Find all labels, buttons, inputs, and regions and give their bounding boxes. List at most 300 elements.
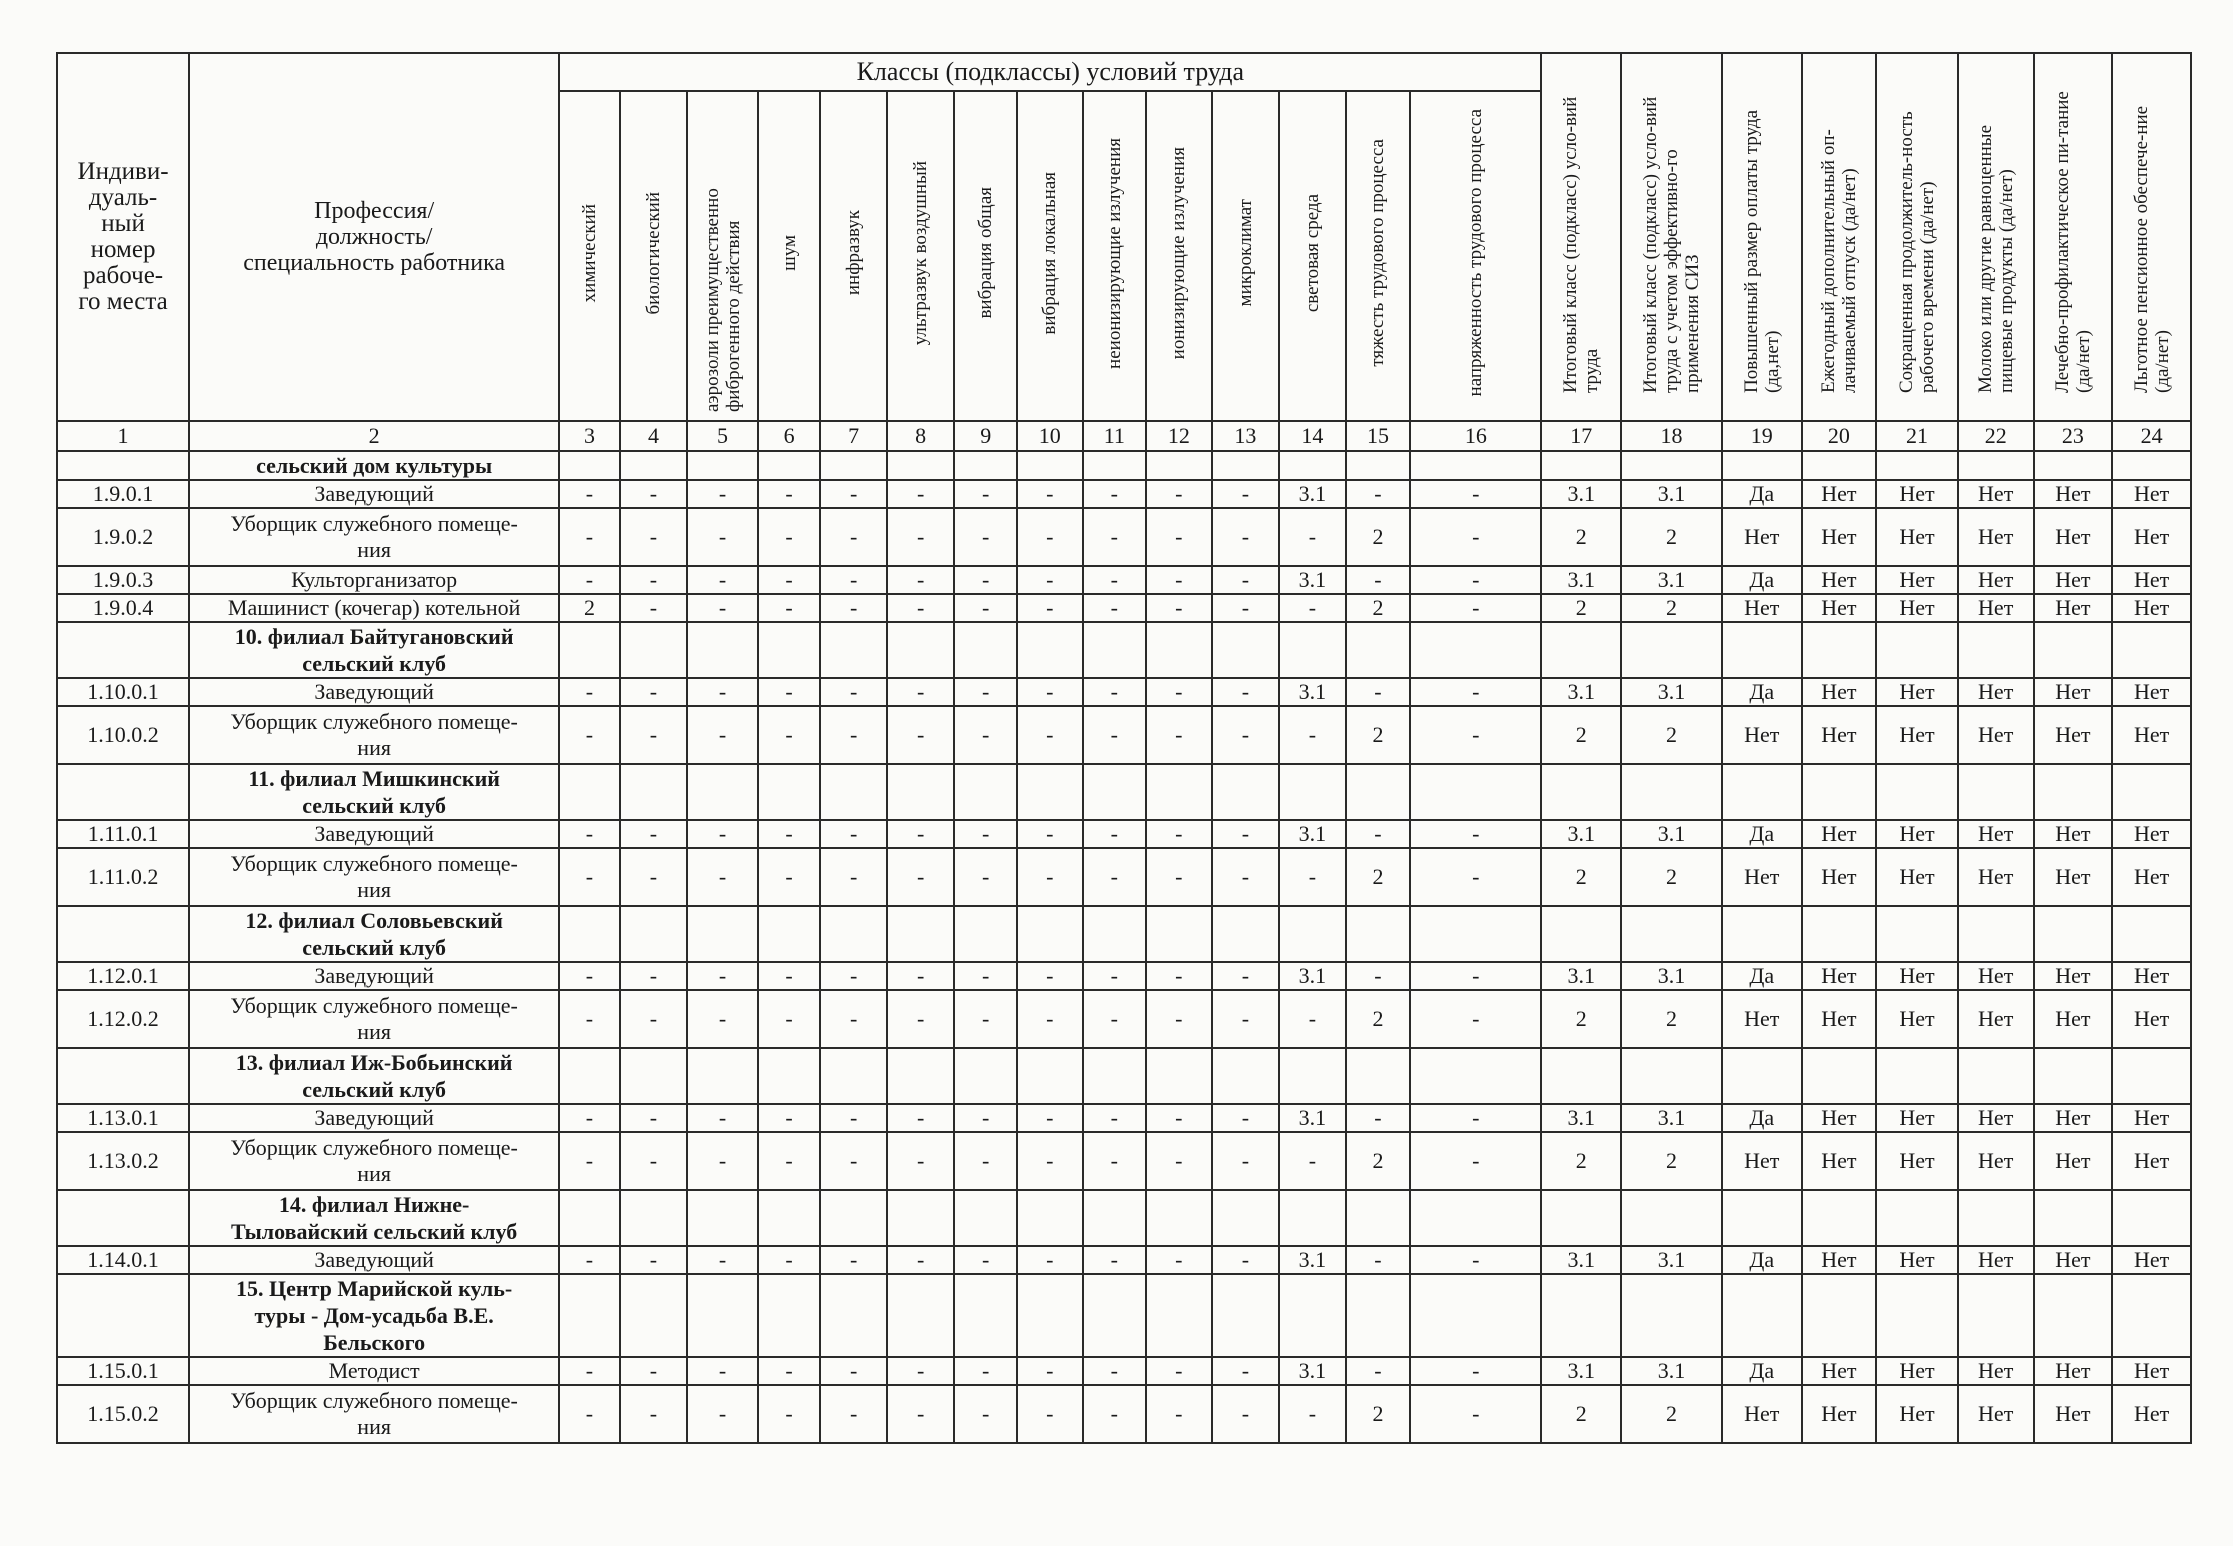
value-cell: - [620,678,688,706]
value-cell: Нет [1876,508,1958,566]
value-cell: Нет [1802,1104,1877,1132]
empty-cell [2112,1048,2191,1104]
value-cell: - [559,1246,620,1274]
value-cell: - [1017,706,1083,764]
empty-cell [954,1274,1017,1357]
empty-cell [1146,1048,1212,1104]
value-cell: - [1083,1385,1147,1443]
empty-cell [1722,906,1802,962]
empty-cell [2112,1274,2191,1357]
empty-cell [1802,1190,1877,1246]
value-cell: - [620,706,688,764]
workplace-id: 1.10.0.1 [57,678,189,706]
value-cell: - [887,962,955,990]
profession-cell: Заведующий [189,480,559,508]
value-cell: - [820,848,887,906]
value-cell: 3.1 [1621,480,1722,508]
empty-cell [1017,764,1083,820]
table-row [57,1132,2191,1190]
column-number: 19 [1722,421,1802,451]
column-number: 17 [1541,421,1621,451]
value-cell: - [1279,990,1346,1048]
empty-cell [1541,764,1621,820]
value-cell: - [1410,962,1541,990]
empty-cell [820,764,887,820]
value-cell: - [758,990,821,1048]
empty-cell [1621,1274,1722,1357]
value-cell: Да [1722,962,1802,990]
profession-cell: Заведующий [189,678,559,706]
value-cell: - [954,678,1017,706]
empty-cell [687,1048,758,1104]
classes-group-header: Классы (подклассы) условий труда [559,53,1541,91]
value-cell: - [1083,678,1147,706]
value-cell: - [620,1246,688,1274]
value-cell: Нет [1802,1246,1877,1274]
empty-cell [1212,1190,1280,1246]
empty-cell [758,451,821,480]
value-cell: 2 [1621,706,1722,764]
empty-cell [1212,764,1280,820]
value-cell: - [887,1132,955,1190]
profession-cell: Культорганизатор [189,566,559,594]
value-cell: - [820,1357,887,1385]
factor-header-nonionizing: неионизирующие излучения [1083,91,1147,421]
section-title: 10. филиал Байтугановский сельский клуб [189,622,559,678]
value-cell: - [758,594,821,622]
value-cell: Нет [1958,1246,2034,1274]
empty-cell [1802,1048,1877,1104]
section-row [57,764,2191,820]
value-cell: - [687,1357,758,1385]
value-cell: Нет [2034,1246,2113,1274]
value-cell: - [887,848,955,906]
empty-cell [1212,451,1280,480]
table-row [57,678,2191,706]
value-cell: Нет [1722,1385,1802,1443]
column-number: 6 [758,421,821,451]
profession-cell: Уборщик служебного помеще- ния [189,1385,559,1443]
value-cell: - [1279,508,1346,566]
result-col-23: Лечебно-профилактическое пи-тание (да/нет) [2034,53,2113,421]
value-cell: - [820,990,887,1048]
value-cell: - [1410,1104,1541,1132]
section-title: 14. филиал Нижне- Тыловайский сельский клуб [189,1190,559,1246]
empty-cell [1876,1274,1958,1357]
value-cell: Нет [2112,706,2191,764]
value-cell: 3.1 [1541,480,1621,508]
empty-cell [2112,451,2191,480]
value-cell: Нет [2034,848,2113,906]
empty-cell [2112,1190,2191,1246]
value-cell: - [1410,566,1541,594]
value-cell: - [620,1357,688,1385]
column-number: 13 [1212,421,1280,451]
value-cell: - [758,820,821,848]
value-cell: Нет [2034,566,2113,594]
value-cell: Нет [2112,508,2191,566]
value-cell: - [758,1132,821,1190]
column-number: 18 [1621,421,1722,451]
value-cell: - [758,1385,821,1443]
column-number: 12 [1146,421,1212,451]
value-cell: - [1146,594,1212,622]
empty-cell [758,1048,821,1104]
empty-cell [1876,906,1958,962]
value-cell: Нет [1876,1246,1958,1274]
value-cell: - [887,1385,955,1443]
column-number: 11 [1083,421,1147,451]
empty-cell [1279,1048,1346,1104]
value-cell: Нет [1722,1132,1802,1190]
value-cell: Нет [2112,678,2191,706]
value-cell: 3.1 [1541,566,1621,594]
value-cell: - [1410,678,1541,706]
empty-cell [820,1274,887,1357]
value-cell: Нет [1958,1132,2034,1190]
empty-cell [1410,1190,1541,1246]
value-cell: - [559,1385,620,1443]
empty-cell [954,1190,1017,1246]
value-cell: 3.1 [1621,820,1722,848]
section-row [57,1274,2191,1357]
value-cell: Нет [1802,566,1877,594]
value-cell: 3.1 [1279,480,1346,508]
value-cell: Нет [1876,480,1958,508]
factor-header-light: световая среда [1279,91,1346,421]
empty-cell [1802,906,1877,962]
section-row [57,451,2191,480]
value-cell: - [559,706,620,764]
empty-cell [1083,906,1147,962]
value-cell: 3.1 [1541,1246,1621,1274]
empty-cell [1346,1048,1411,1104]
value-cell: Нет [1802,594,1877,622]
column-number: 15 [1346,421,1411,451]
value-cell: Нет [2112,1357,2191,1385]
empty-cell [2034,622,2113,678]
value-cell: 3.1 [1541,678,1621,706]
value-cell: - [954,1104,1017,1132]
profession-cell: Методист [189,1357,559,1385]
section-title: 12. филиал Соловьевский сельский клуб [189,906,559,962]
empty-cell [1083,622,1147,678]
value-cell: - [954,962,1017,990]
value-cell: Да [1722,678,1802,706]
value-cell: - [559,678,620,706]
value-cell: - [758,1104,821,1132]
empty-cell [954,1048,1017,1104]
factor-header-heaviness: тяжесть трудового процесса [1346,91,1411,421]
table-row [57,1385,2191,1443]
column-number-row [57,421,2191,451]
empty-cell [1876,1048,1958,1104]
value-cell: - [820,1385,887,1443]
table-body [57,421,2191,1443]
empty-cell [1146,906,1212,962]
value-cell: - [687,1385,758,1443]
empty-cell [1346,1190,1411,1246]
value-cell: 3.1 [1279,566,1346,594]
result-col-22: Молоко или другие равноценные пищевые продукты (да/нет) [1958,53,2034,421]
empty-cell [57,764,189,820]
profession-cell: Машинист (кочегар) котельной [189,594,559,622]
empty-cell [1621,1048,1722,1104]
value-cell: - [758,1357,821,1385]
table-row [57,566,2191,594]
column-number: 22 [1958,421,2034,451]
value-cell: - [887,1357,955,1385]
empty-cell [57,1048,189,1104]
value-cell: - [1146,848,1212,906]
empty-cell [687,451,758,480]
column-number: 8 [887,421,955,451]
empty-cell [2034,1274,2113,1357]
empty-cell [1621,1190,1722,1246]
workplace-id: 1.11.0.2 [57,848,189,906]
value-cell: - [1410,480,1541,508]
value-cell: 2 [1541,508,1621,566]
value-cell: Нет [1722,848,1802,906]
value-cell: - [1212,990,1280,1048]
value-cell: Нет [2034,1104,2113,1132]
empty-cell [2034,451,2113,480]
value-cell: Нет [1958,678,2034,706]
value-cell: - [687,1104,758,1132]
value-cell: - [1212,1385,1280,1443]
value-cell: - [1017,962,1083,990]
value-cell: - [954,820,1017,848]
empty-cell [1279,451,1346,480]
empty-cell [820,1190,887,1246]
value-cell: Нет [2034,1357,2113,1385]
empty-cell [57,451,189,480]
value-cell: 3.1 [1621,962,1722,990]
profession-cell: Заведующий [189,1246,559,1274]
value-cell: Нет [1876,1104,1958,1132]
empty-cell [2034,1048,2113,1104]
profession-column-header: Профессия/ должность/ специальность работника [189,53,559,421]
value-cell: Нет [2034,594,2113,622]
factor-header-biological: биологический [620,91,688,421]
value-cell: Нет [2112,566,2191,594]
empty-cell [1541,622,1621,678]
empty-cell [758,622,821,678]
value-cell: - [954,848,1017,906]
value-cell: - [1017,848,1083,906]
column-number: 4 [620,421,688,451]
empty-cell [1279,622,1346,678]
value-cell: - [1146,1246,1212,1274]
value-cell: - [1279,1385,1346,1443]
value-cell: - [1212,566,1280,594]
workplace-id: 1.15.0.2 [57,1385,189,1443]
working-conditions-table [56,52,2192,1444]
value-cell: - [1146,962,1212,990]
value-cell: - [820,1132,887,1190]
value-cell: - [1410,990,1541,1048]
value-cell: - [1083,848,1147,906]
value-cell: - [559,566,620,594]
value-cell: - [559,990,620,1048]
empty-cell [1346,906,1411,962]
value-cell: - [820,678,887,706]
workplace-id: 1.9.0.4 [57,594,189,622]
section-title: сельский дом культуры [189,451,559,480]
value-cell: 2 [1346,508,1411,566]
value-cell: - [1212,1246,1280,1274]
workplace-id: 1.12.0.2 [57,990,189,1048]
value-cell: Да [1722,566,1802,594]
workplace-id: 1.9.0.3 [57,566,189,594]
empty-cell [954,764,1017,820]
value-cell: - [1083,962,1147,990]
value-cell: 3.1 [1279,1357,1346,1385]
section-title: 13. филиал Иж-Бобьинский сельский клуб [189,1048,559,1104]
value-cell: - [1146,706,1212,764]
value-cell: - [1017,1385,1083,1443]
empty-cell [1346,764,1411,820]
column-number: 16 [1410,421,1541,451]
value-cell: Нет [2034,678,2113,706]
value-cell: Нет [2112,962,2191,990]
value-cell: - [1346,820,1411,848]
value-cell: - [1146,508,1212,566]
workplace-id: 1.9.0.2 [57,508,189,566]
empty-cell [2112,906,2191,962]
value-cell: 3.1 [1279,820,1346,848]
result-col-18: Итоговый класс (подкласс) усло-вий труда с учетом эффективно-го применения СИЗ [1621,53,1722,421]
empty-cell [1346,622,1411,678]
empty-cell [559,764,620,820]
value-cell: - [1410,594,1541,622]
workplace-id: 1.9.0.1 [57,480,189,508]
value-cell: - [1146,566,1212,594]
column-number: 1 [57,421,189,451]
empty-cell [1279,1274,1346,1357]
empty-cell [954,622,1017,678]
value-cell: - [1146,820,1212,848]
value-cell: 3.1 [1621,1246,1722,1274]
value-cell: Нет [1876,566,1958,594]
empty-cell [820,1048,887,1104]
empty-cell [1146,1274,1212,1357]
value-cell: Нет [1876,594,1958,622]
value-cell: - [758,508,821,566]
empty-cell [1279,764,1346,820]
value-cell: - [1410,706,1541,764]
empty-cell [1146,764,1212,820]
value-cell: Нет [2112,594,2191,622]
table-row [57,1246,2191,1274]
empty-cell [1212,1274,1280,1357]
value-cell: - [1410,1385,1541,1443]
empty-cell [1802,1274,1877,1357]
factor-header-chemical: химический [559,91,620,421]
value-cell: Нет [1876,678,1958,706]
empty-cell [1541,906,1621,962]
value-cell: - [758,678,821,706]
empty-cell [687,1274,758,1357]
value-cell: - [1146,678,1212,706]
value-cell: Нет [1958,480,2034,508]
value-cell: - [1017,508,1083,566]
value-cell: 3.1 [1541,962,1621,990]
value-cell: - [1410,1357,1541,1385]
value-cell: 2 [1346,1132,1411,1190]
value-cell: Нет [1722,706,1802,764]
value-cell: Нет [2112,1132,2191,1190]
profession-cell: Заведующий [189,962,559,990]
value-cell: - [1346,480,1411,508]
value-cell: - [887,820,955,848]
column-number: 23 [2034,421,2113,451]
profession-cell: Уборщик служебного помеще- ния [189,508,559,566]
value-cell: - [1146,1104,1212,1132]
value-cell: 3.1 [1279,678,1346,706]
empty-cell [887,764,955,820]
empty-cell [1958,1190,2034,1246]
value-cell: - [1083,594,1147,622]
value-cell: 2 [1541,1385,1621,1443]
value-cell: Нет [1876,820,1958,848]
empty-cell [887,1190,955,1246]
value-cell: - [820,706,887,764]
value-cell: - [559,848,620,906]
empty-cell [1876,622,1958,678]
empty-cell [1722,451,1802,480]
value-cell: Нет [1802,706,1877,764]
value-cell: - [1017,566,1083,594]
value-cell: - [687,594,758,622]
empty-cell [1083,451,1147,480]
empty-cell [887,1048,955,1104]
empty-cell [1876,1190,1958,1246]
empty-cell [559,1274,620,1357]
id-column-header: Индиви- дуаль- ный номер рабоче- го места [57,53,189,421]
column-number: 3 [559,421,620,451]
table-row [57,1357,2191,1385]
value-cell: - [954,508,1017,566]
section-row [57,1190,2191,1246]
value-cell: - [820,566,887,594]
value-cell: - [687,820,758,848]
table-row [57,594,2191,622]
value-cell: 3.1 [1541,820,1621,848]
empty-cell [687,906,758,962]
table-row [57,820,2191,848]
value-cell: - [559,1104,620,1132]
value-cell: 2 [1346,706,1411,764]
section-row [57,622,2191,678]
value-cell: - [1146,1357,1212,1385]
value-cell: Нет [1802,1357,1877,1385]
value-cell: - [687,678,758,706]
empty-cell [1722,1048,1802,1104]
value-cell: - [1083,1132,1147,1190]
result-col-19: Повышенный размер оплаты труда (да,нет) [1722,53,1802,421]
value-cell: - [1017,678,1083,706]
value-cell: - [620,594,688,622]
value-cell: - [687,848,758,906]
factor-header-vibration-general: вибрация общая [954,91,1017,421]
empty-cell [559,1048,620,1104]
section-title: 11. филиал Мишкинский сельский клуб [189,764,559,820]
value-cell: 3.1 [1541,1104,1621,1132]
value-cell: Нет [1802,1385,1877,1443]
value-cell: 3.1 [1279,962,1346,990]
value-cell: - [1212,594,1280,622]
